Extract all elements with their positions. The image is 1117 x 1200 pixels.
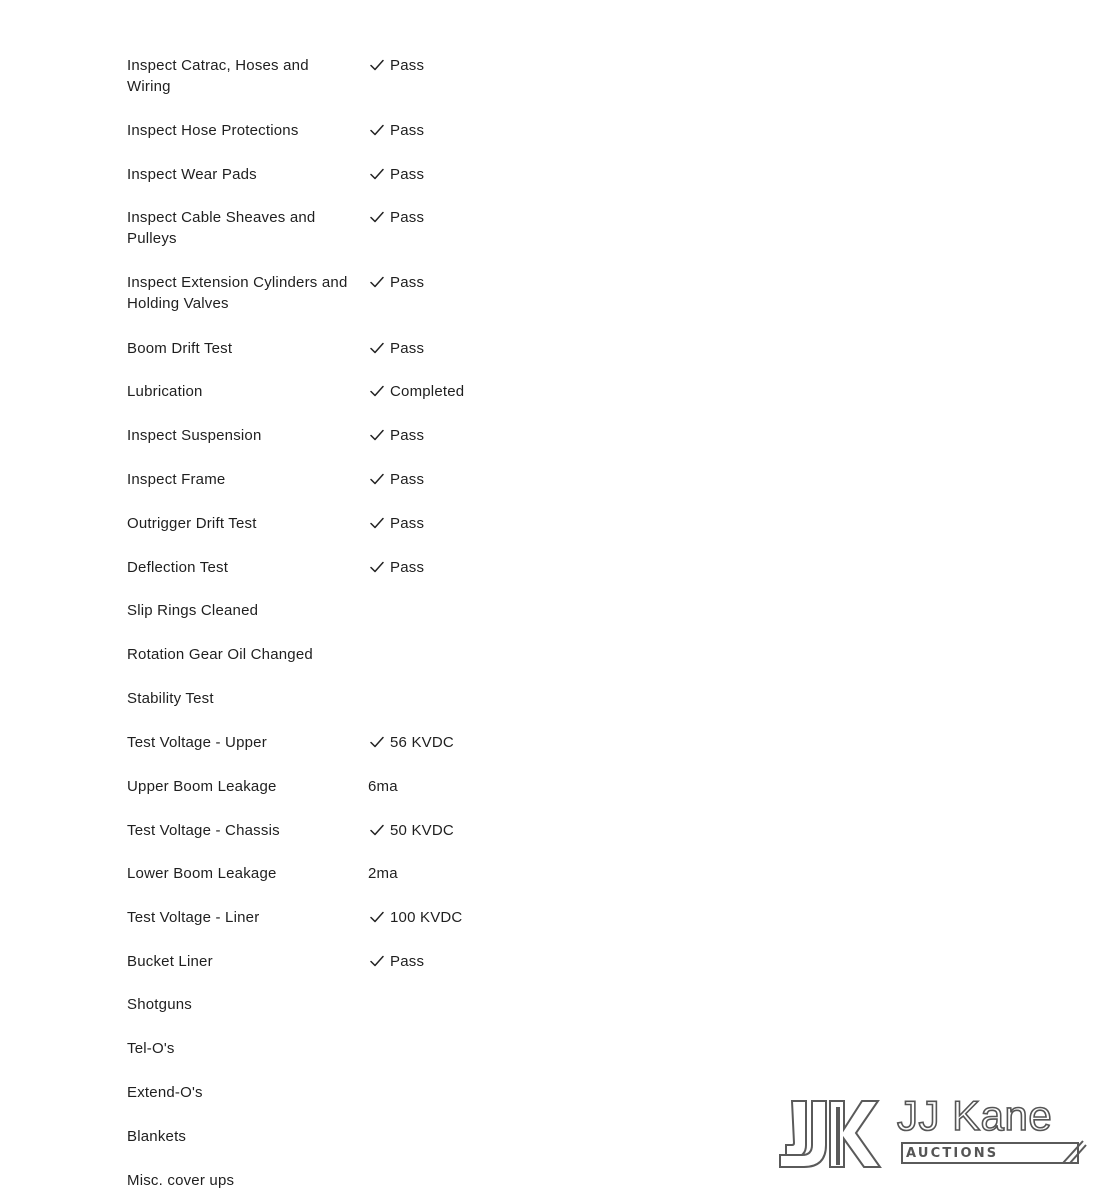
inspection-value [370, 469, 424, 490]
inspection-label: Stability Test [127, 690, 214, 707]
inspection-value [370, 381, 464, 402]
inspection-label: Inspect Extension Cylinders and Holding Valves [127, 274, 348, 312]
inspection-result: 2ma [368, 865, 398, 882]
inspection-label: Shotguns [127, 996, 192, 1013]
checkmark-icon [370, 124, 384, 136]
inspection-value [370, 164, 424, 185]
inspection-label: Test Voltage - Upper [127, 734, 267, 751]
inspection-label: Extend-O's [127, 1084, 203, 1101]
inspection-label: Blankets [127, 1128, 187, 1145]
inspection-value [370, 820, 454, 841]
checkmark-icon [370, 824, 384, 836]
inspection-value [370, 55, 424, 76]
inspection-label: Test Voltage - Liner [127, 909, 260, 926]
inspection-result: Pass [390, 122, 425, 139]
logo-sub-text: AUCTIONS [906, 1146, 999, 1161]
inspection-result: Pass [390, 209, 425, 226]
inspection-label: Inspect Frame [127, 471, 226, 488]
inspection-result: Pass [390, 559, 425, 576]
inspection-label: Inspect Catrac, Hoses and Wiring [127, 57, 309, 95]
inspection-value [370, 557, 424, 578]
checkmark-icon [370, 168, 384, 180]
inspection-value [370, 776, 398, 797]
inspection-label: Tel-O's [127, 1040, 175, 1057]
inspection-result: 6ma [368, 778, 398, 795]
inspection-label: Inspect Wear Pads [127, 166, 257, 183]
inspection-value [370, 513, 424, 534]
checkmark-icon [370, 385, 384, 397]
checkmark-icon [370, 59, 384, 71]
checkmark-icon [370, 473, 384, 485]
inspection-result: Pass [390, 515, 425, 532]
inspection-result: Pass [390, 340, 425, 357]
inspection-result: Pass [390, 166, 425, 183]
inspection-result: Pass [390, 427, 425, 444]
inspection-label: Inspect Hose Protections [127, 122, 299, 139]
inspection-label: Slip Rings Cleaned [127, 602, 259, 619]
inspection-value [370, 338, 424, 359]
inspection-label: Inspect Suspension [127, 427, 262, 444]
checkmark-icon [370, 276, 384, 288]
checkmark-icon [370, 561, 384, 573]
checkmark-icon [370, 911, 384, 923]
inspection-value [370, 207, 424, 228]
checkmark-icon [370, 342, 384, 354]
inspection-result: Pass [390, 57, 425, 74]
inspection-result: 100 KVDC [390, 909, 463, 926]
checkmark-icon [370, 517, 384, 529]
checkmark-icon [370, 736, 384, 748]
inspection-value [370, 425, 424, 446]
inspection-label: Boom Drift Test [127, 340, 233, 357]
inspection-value [370, 272, 424, 293]
inspection-label: Bucket Liner [127, 953, 213, 970]
inspection-label: Test Voltage - Chassis [127, 822, 280, 839]
inspection-value [370, 732, 454, 753]
inspection-value [370, 907, 462, 928]
checkmark-icon [370, 429, 384, 441]
logo-brand-text: JJ Kane [897, 1092, 1053, 1139]
inspection-label: Inspect Cable Sheaves and Pulleys [127, 209, 316, 247]
inspection-result: 56 KVDC [390, 734, 454, 751]
inspection-label: Deflection Test [127, 559, 229, 576]
inspection-label: Rotation Gear Oil Changed [127, 646, 313, 663]
inspection-result: Pass [390, 953, 425, 970]
inspection-label: Lubrication [127, 383, 203, 400]
checkmark-icon [370, 955, 384, 967]
inspection-result: Completed [390, 383, 465, 400]
inspection-result: Pass [390, 471, 425, 488]
inspection-label: Lower Boom Leakage [127, 865, 277, 882]
inspection-label: Upper Boom Leakage [127, 778, 277, 795]
checkmark-icon [370, 211, 384, 223]
inspection-value [370, 951, 424, 972]
inspection-value [370, 120, 424, 141]
inspection-label: Outrigger Drift Test [127, 515, 257, 532]
inspection-result: 50 KVDC [390, 822, 454, 839]
inspection-value [370, 863, 398, 884]
inspection-label: Misc. cover ups [127, 1172, 235, 1189]
inspection-result: Pass [390, 274, 425, 291]
